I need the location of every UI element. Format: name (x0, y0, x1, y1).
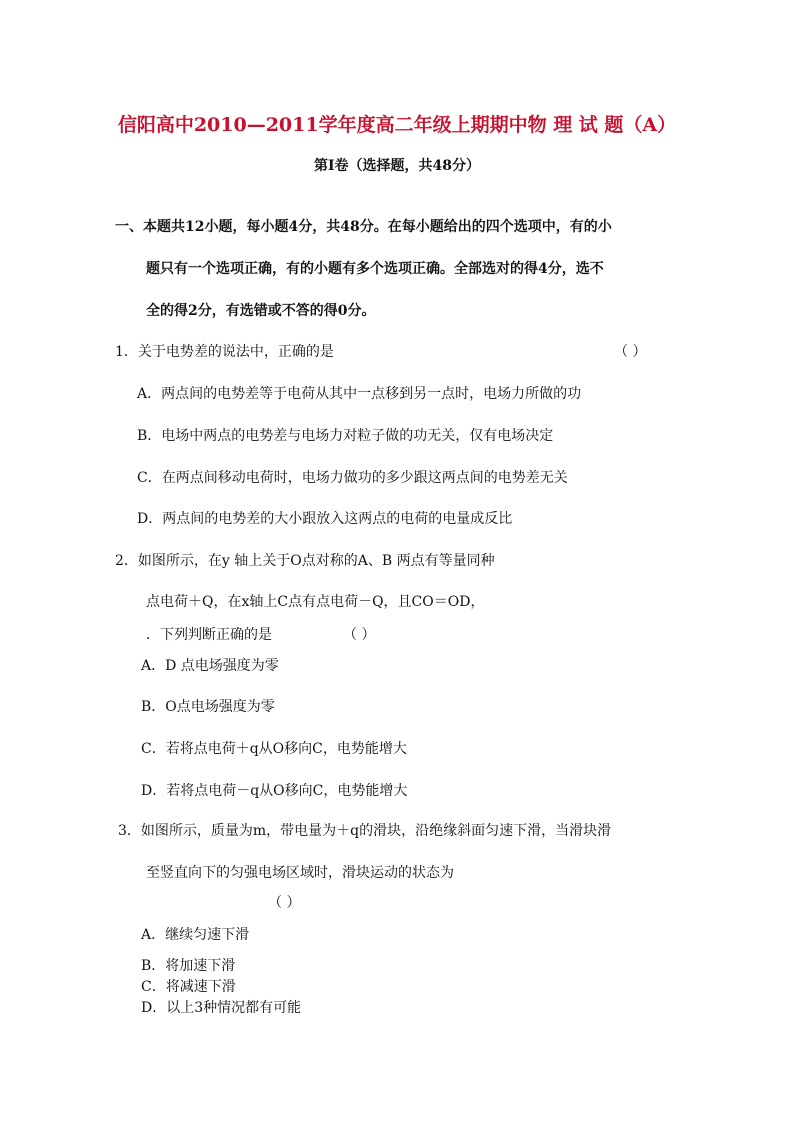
question-1-option-b: B．电场中两点的电势差与电场力对粒子做的功无关，仅有电场决定 (137, 428, 554, 444)
question-2-option-a: A．D 点电场强度为零 (141, 658, 279, 674)
page-subtitle: 第Ⅰ卷（选择题，共48分） (313, 158, 481, 174)
question-2-option-d: D．若将点电荷－q从O移向C，电势能增大 (141, 783, 408, 799)
question-1-option-a: A．两点间的电势差等于电荷从其中一点移到另一点时，电场力所做的功 (137, 386, 582, 402)
section-instructions-line1: 一、本题共12小题，每小题4分，共48分。在每小题给出的四个选项中，有的小 (115, 219, 612, 235)
question-2-stem-line2: 点电荷＋Q，在x轴上C点有点电荷－Q，且CO＝OD， (146, 594, 485, 610)
question-2-stem-line3: ．下列判断正确的是 (146, 627, 272, 643)
section-instructions-line3: 全的得2分，有选错或不答的得0分。 (146, 303, 376, 319)
question-3-stem-line1: 3．如图所示，质量为m，带电量为＋q的滑块，沿绝缘斜面匀速下滑，当滑块滑 (118, 823, 612, 839)
question-1-answer-bracket: （ ） (614, 344, 647, 360)
page-title: 信阳高中2010—2011学年度高二年级上期期中物 理 试 题（A） (117, 114, 677, 136)
question-2-answer-bracket: （ ） (343, 627, 376, 643)
question-1-option-d: D．两点间的电势差的大小跟放入这两点的电荷的电量成反比 (137, 511, 513, 527)
section-instructions-line2: 题只有一个选项正确，有的小题有多个选项正确。全部选对的得4分，选不 (146, 261, 604, 277)
question-3-stem-line2: 至竖直向下的匀强电场区域时，滑块运动的状态为 (146, 865, 454, 881)
question-1-stem: 1．关于电势差的说法中，正确的是 (115, 344, 334, 360)
question-2-stem-line1: 2．如图所示，在y 轴上关于O点对称的A、B 两点有等量同种 (115, 553, 495, 569)
question-3-option-d: D．以上3种情况都有可能 (141, 1000, 302, 1016)
question-3-option-b: B．将加速下滑 (141, 958, 236, 974)
question-3-option-c: C．将减速下滑 (141, 979, 236, 995)
question-2-option-b: B．O点电场强度为零 (141, 699, 275, 715)
question-3-option-a: A．继续匀速下滑 (141, 927, 250, 943)
question-3-answer-bracket: （ ） (268, 895, 301, 911)
question-2-option-c: C．若将点电荷＋q从O移向C，电势能增大 (141, 741, 407, 757)
question-1-option-c: C．在两点间移动电荷时，电场力做功的多少跟这两点间的电势差无关 (137, 470, 568, 486)
